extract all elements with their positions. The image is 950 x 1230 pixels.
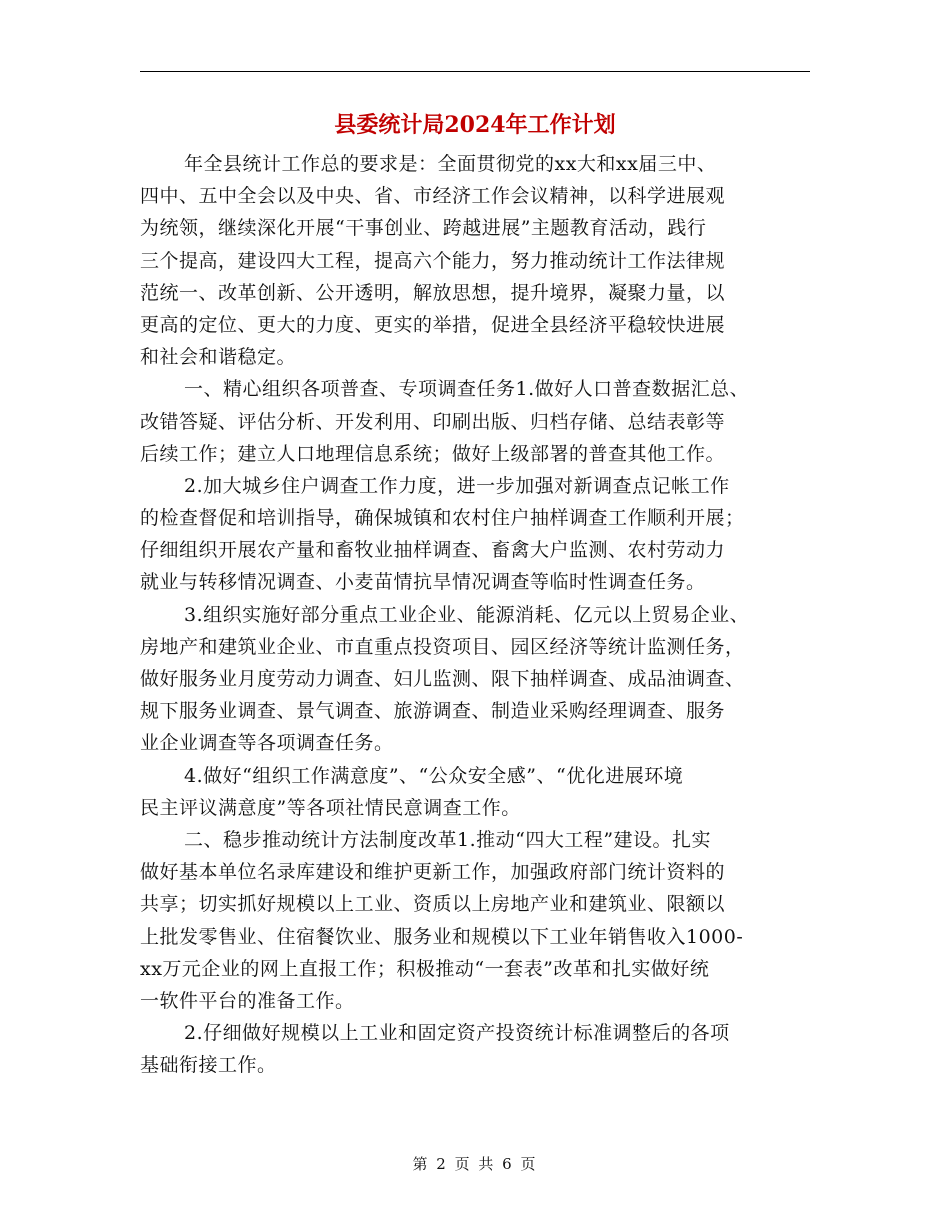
text-line: 2.加大城乡住户调查工作力度，进一步加强对新调查点记帐工作 [184, 474, 730, 497]
header-rule [140, 71, 810, 72]
text-line: 共享；切实抓好规模以上工业、资质以上房地产业和建筑业、限额以 [140, 893, 726, 916]
text-line: 4.做好“组织工作满意度”、“公众安全感”、“优化进展环境 [184, 764, 684, 787]
text-line: 做好基本单位名录库建设和维护更新工作，加强政府部门统计资料的 [140, 861, 726, 884]
text-line: 一软件平台的准备工作。 [140, 989, 355, 1012]
text-line: 范统一、改革创新、公开透明，解放思想，提升境界，凝聚力量，以 [140, 281, 726, 304]
text-line: 更高的定位、更大的力度、更实的举措，促进全县经济平稳较快进展 [140, 313, 726, 336]
text-line: 后续工作；建立人口地理信息系统；做好上级部署的普查其他工作。 [140, 442, 726, 465]
text-line: 为统领，继续深化开展“干事创业、跨越进展”主题教育活动，践行 [140, 217, 707, 240]
text-line: 仔细组织开展农产量和畜牧业抽样调查、畜禽大户监测、农村劳动力 [140, 539, 726, 562]
text-line: 2.仔细做好规模以上工业和固定资产投资统计标准调整后的各项 [184, 1022, 730, 1045]
document-title: 县委统计局2024年工作计划 [334, 112, 616, 138]
text-line: 的检查督促和培训指导，确保城镇和农村住户抽样调查工作顺利开展； [140, 507, 745, 530]
text-line: 年全县统计工作总的要求是：全面贯彻党的xx大和xx届三中、 [184, 153, 717, 175]
document-body [140, 148, 812, 1081]
text-line: 房地产和建筑业企业、市直重点投资项目、园区经济等统计监测任务， [140, 635, 745, 658]
text-line: 基础衔接工作。 [140, 1054, 277, 1077]
page-footer: 第 2 页 共 6 页 [412, 1155, 538, 1173]
text-line: 一、精心组织各项普查、专项调查任务1.做好人口普查数据汇总、 [184, 378, 750, 401]
text-line: 规下服务业调查、景气调查、旅游调查、制造业采购经理调查、服务 [140, 700, 726, 723]
text-line: 四中、五中全会以及中央、省、市经济工作会议精神，以科学进展观 [140, 185, 726, 208]
text-line: 做好服务业月度劳动力调查、妇儿监测、限下抽样调查、成品油调查、 [140, 668, 745, 690]
text-line: 上批发零售业、住宿餐饮业、服务业和规模以下工业年销售收入1000- [140, 925, 744, 948]
text-line: 3.组织实施好部分重点工业企业、能源消耗、亿元以上贸易企业、 [184, 603, 750, 626]
text-line: 就业与转移情况调查、小麦苗情抗旱情况调查等临时性调查任务。 [140, 571, 706, 594]
text-line: 二、稳步推动统计方法制度改革1.推动“四大工程”建设。扎实 [184, 828, 712, 851]
text-line: 三个提高，建设四大工程，提高六个能力，努力推动统计工作法律规 [140, 249, 726, 272]
text-line: 改错答疑、评估分析、开发利用、印刷出版、归档存储、总结表彰等 [140, 410, 726, 433]
text-line: 业企业调查等各项调查任务。 [140, 732, 394, 755]
text-line: 和社会和谐稳定。 [140, 346, 297, 369]
text-line: 民主评议满意度”等各项社情民意调查工作。 [140, 796, 521, 819]
text-line: xx万元企业的网上直报工作；积极推动“一套表”改革和扎实做好统 [140, 957, 710, 980]
